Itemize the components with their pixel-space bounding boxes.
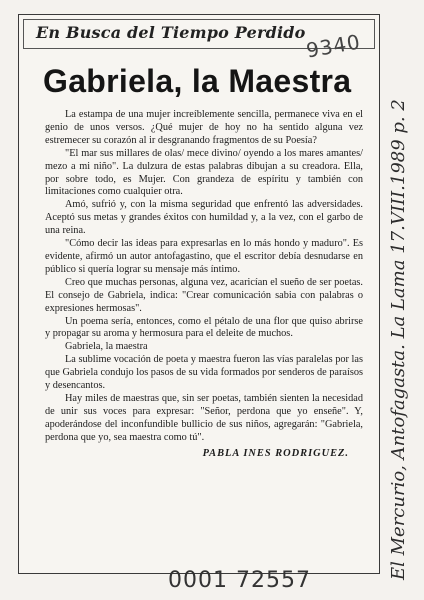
paragraph: Hay miles de maestras que, sin ser poetas, también sienten la necesidad de unir sus voces para expresar: "Señor, perdona que yo enseñe". Y, apoderándose del inconfundible bullicio de sus niños, agregarán: "Gabriela, perdona que yo, sea maestra como tú". bbox=[45, 392, 363, 443]
paragraph: Un poema sería, entonces, como el pétalo de una flor que quiso abrirse y propagar su aroma y hermosura para el deleite de muchos. bbox=[45, 315, 363, 340]
article-body bbox=[45, 109, 363, 460]
paragraph: La estampa de una mujer increíblemente sencilla, permanece viva en el genio de unos versos. ¿Qué mujer de hoy no ha sentido alguna vez estremecer su corazón al ir desgranando fragmentos de su Poesía? bbox=[45, 109, 363, 146]
section-title: En Busca del Tiempo Perdido bbox=[36, 23, 306, 42]
paragraph: Amó, sufrió y, con la misma seguridad que enfrentó las adversidades. Aceptó sus metas y grandes éxitos con humildad y, a la vez, con el garbo de una reina. bbox=[45, 199, 363, 237]
paragraph: La sublime vocación de poeta y maestra fueron las vías paralelas por las que Gabriela condujo los pasos de su vida formados por senderos de paraísos y desencantos. bbox=[45, 354, 363, 392]
article-headline: Gabriela, la Maestra bbox=[43, 63, 352, 99]
handwritten-source-note: El Mercurio, Antofagasta. La Lama 17.VIII.1989 p. 2 bbox=[388, 99, 409, 580]
author-byline: PABLA INES RODRIGUEZ. bbox=[202, 447, 349, 459]
paragraph: "El mar sus millares de olas/ mece divino/ oyendo a los mares amantes/ mezo a mi niño". La dulzura de estas palabras dibujan a su creadora. Ella, por sobre todo, es Mujer. Con grandeza de espíritu y también con limitaciones como cualquier otra. bbox=[45, 147, 363, 198]
paragraph: "Cómo decir las ideas para expresarlas en lo más hondo y maduro". Es evidente, afirmó un autor antofagastino, que el escritor debía desnudarse en público si quería lograr su mensaje más íntimo. bbox=[45, 238, 363, 275]
handwritten-archive-number: 0001 72557 bbox=[168, 568, 311, 593]
subheading: Gabriela, la maestra bbox=[65, 341, 148, 353]
handwritten-catalog-number: 9340 bbox=[304, 29, 363, 63]
paragraph: Creo que muchas personas, alguna vez, acaricían el sueño de ser poetas. El consejo de Gabriela, indica: "Crear comunicación sabia con palabras o expresiones hermosas". bbox=[45, 276, 363, 314]
newspaper-clipping bbox=[18, 14, 380, 574]
